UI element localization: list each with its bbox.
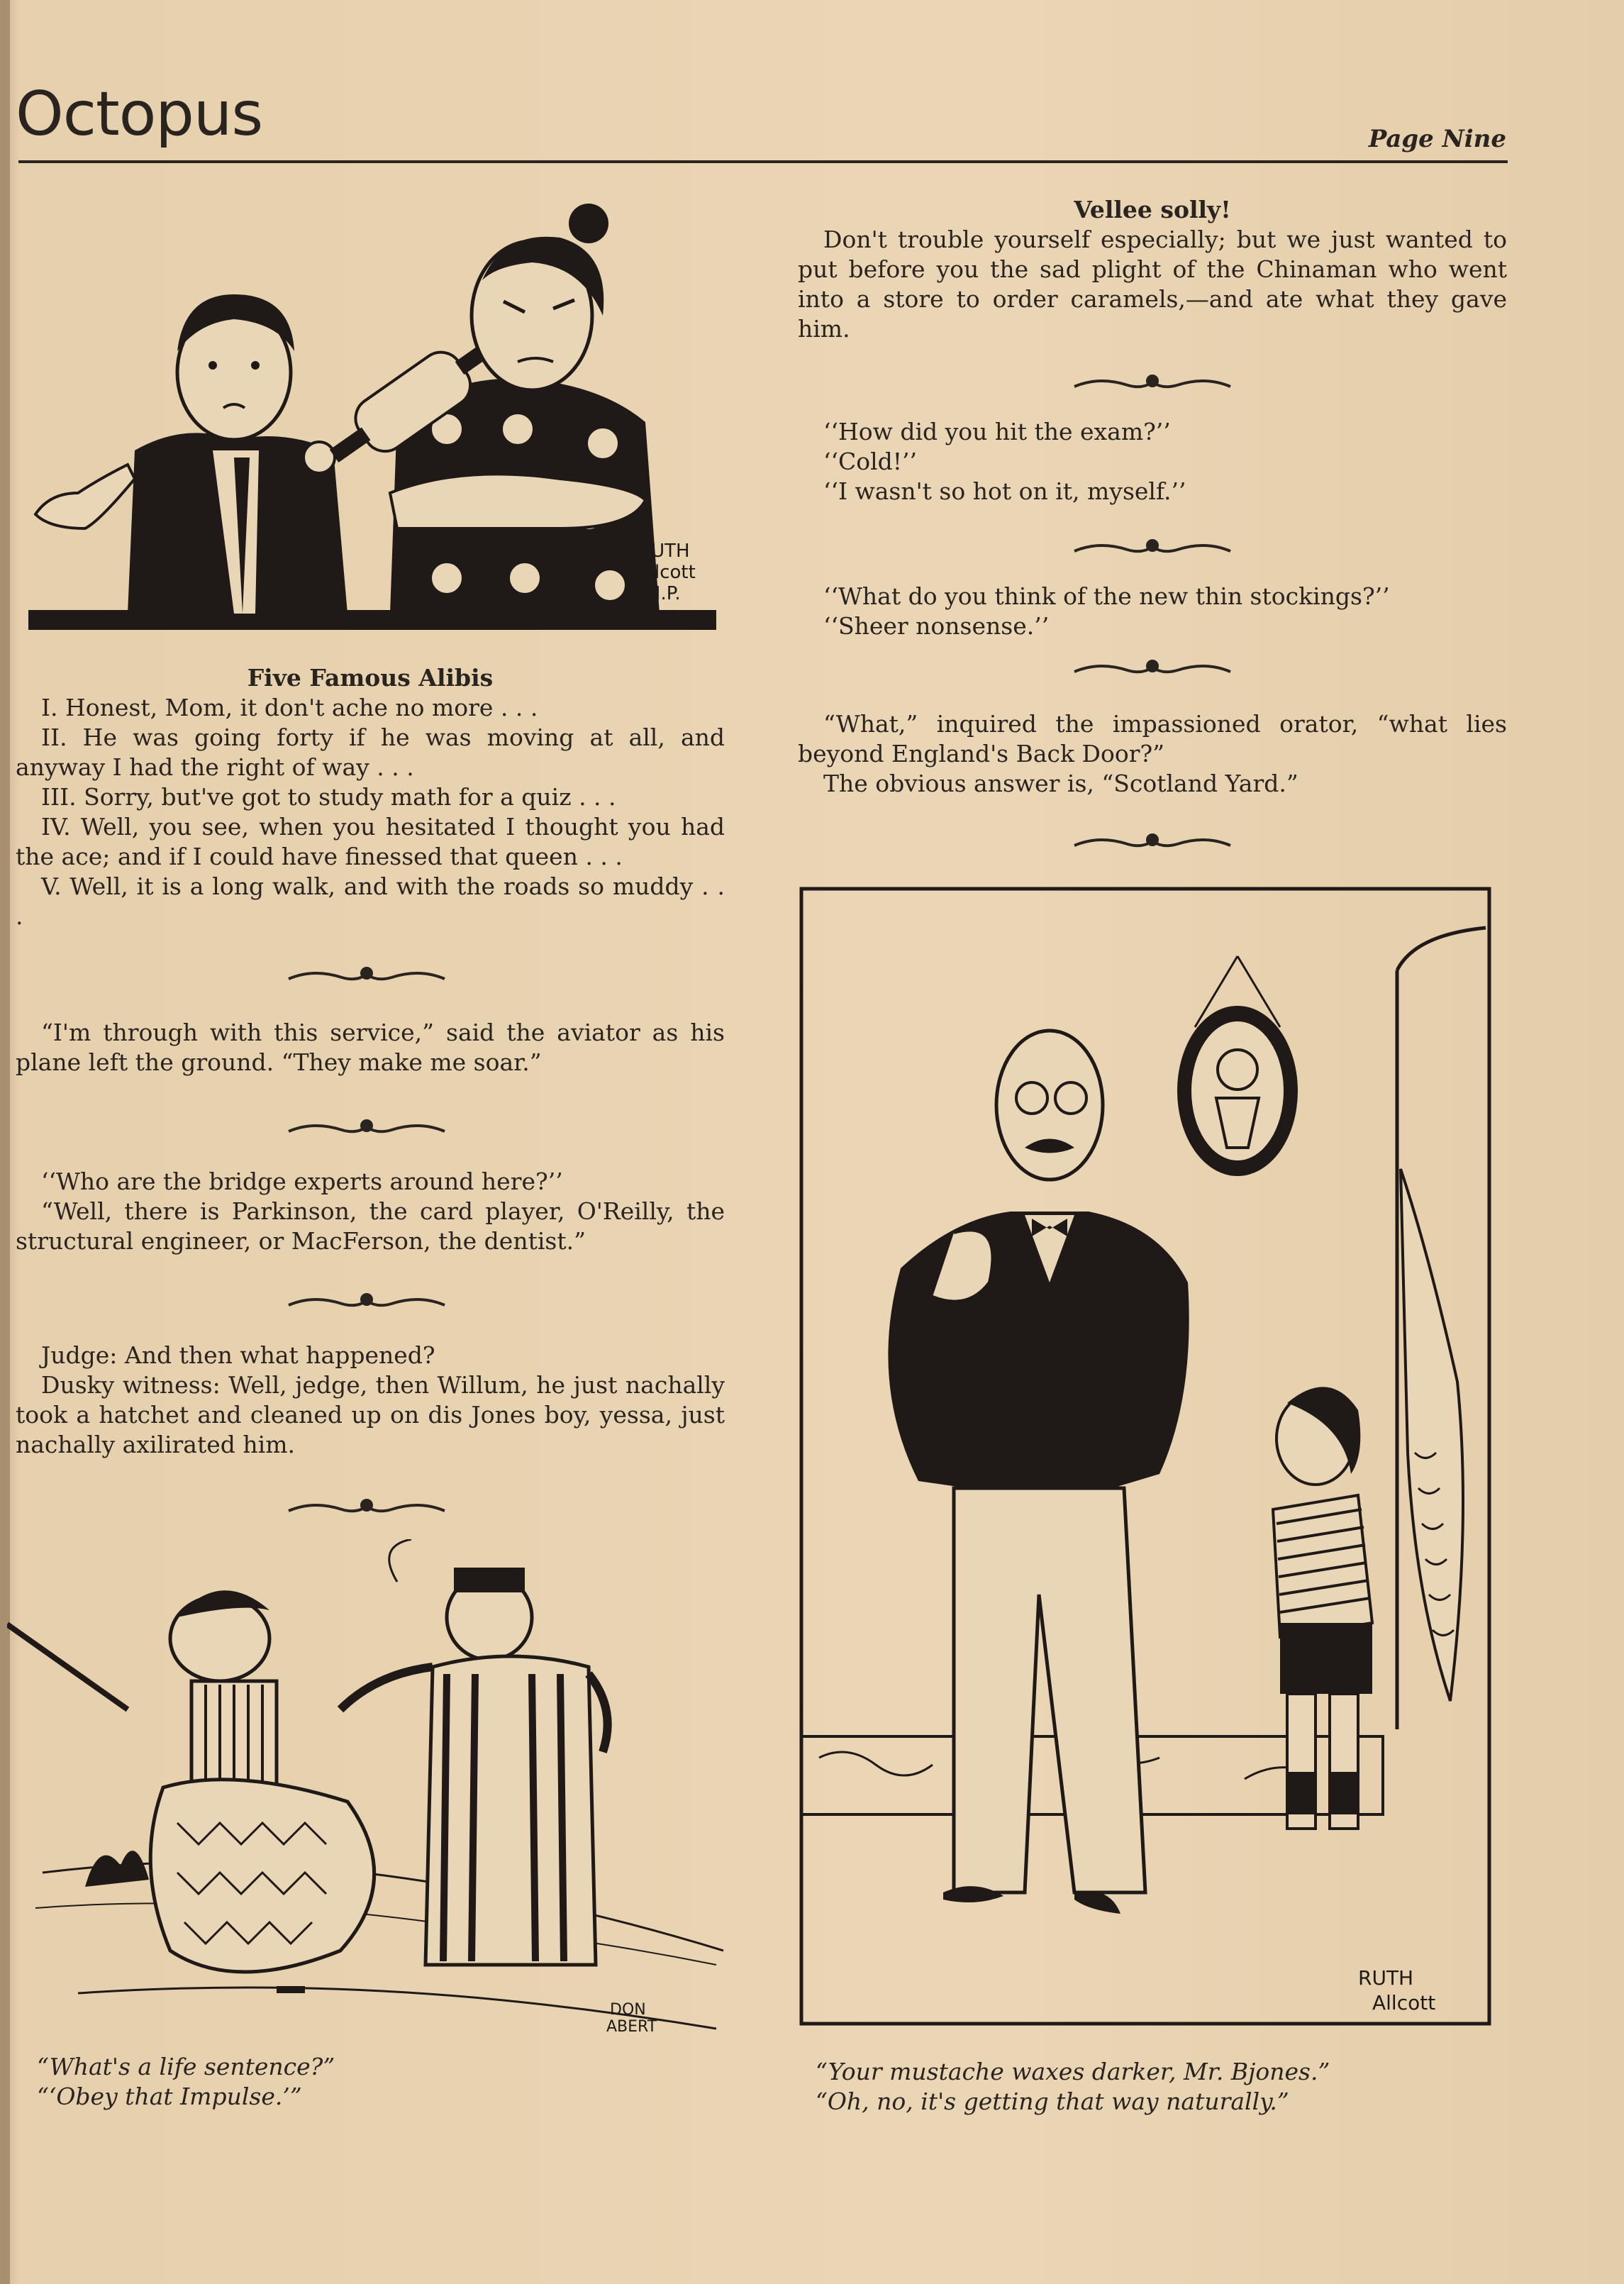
cartoon2-signature-line1: DON bbox=[610, 2001, 646, 2019]
judge-joke bbox=[16, 1341, 725, 1460]
ornament-divider bbox=[1071, 537, 1234, 561]
exam-line: ‘‘I wasn't so hot on it, myself.’’ bbox=[823, 477, 1186, 505]
alibi-item: III. Sorry, but've got to study math for a quiz . . . bbox=[41, 783, 616, 811]
cartoon1-signature-line1: RUTH bbox=[638, 540, 690, 562]
ornament-divider bbox=[285, 1291, 448, 1315]
witness-line: Dusky witness: Well, jedge, then Willum, he just nachally took a hatchet and cleaned up on dis Jones boy, yessa, just nachally axilirated him. bbox=[16, 1371, 725, 1458]
cartoon-mother-rolling-pin bbox=[21, 195, 723, 642]
ornament-divider bbox=[1071, 372, 1234, 397]
aviator-joke bbox=[16, 1018, 725, 1077]
alibi-item: V. Well, it is a long walk, and with the roads so muddy . . . bbox=[16, 872, 725, 930]
cartoon2-signature-line2: ABERT bbox=[606, 2018, 657, 2036]
exam-joke bbox=[798, 417, 1507, 506]
vellee-solly-section bbox=[798, 195, 1507, 344]
cartoon1-signature-line3: +J.P. bbox=[640, 583, 681, 604]
cartoon1-signature-line2: Allcott bbox=[637, 562, 696, 583]
page-number: Page Nine bbox=[1368, 125, 1506, 153]
mustache-caption bbox=[816, 2057, 1496, 2117]
left-column-alibis bbox=[16, 663, 725, 931]
bridge-answer: “Well, there is Parkinson, the card player, O'Reilly, the structural engineer, or MacFerson, the dentist.” bbox=[16, 1197, 725, 1255]
bridge-joke bbox=[16, 1167, 725, 1256]
stockings-line: ‘‘What do you think of the new thin stockings?’’ bbox=[823, 582, 1390, 610]
stockings-joke bbox=[798, 582, 1507, 641]
alibis-title: Five Famous Alibis bbox=[247, 664, 494, 692]
exam-line: ‘‘How did you hit the exam?’’ bbox=[823, 418, 1171, 445]
stockings-line: ‘‘Sheer nonsense.’’ bbox=[823, 612, 1050, 640]
exam-line: ‘‘Cold!’’ bbox=[823, 448, 918, 475]
ornament-divider bbox=[285, 1497, 448, 1521]
cartoon-golfers bbox=[7, 1539, 730, 2043]
header-rule bbox=[18, 160, 1508, 163]
orator-text: “What,” inquired the impassioned orator, “what lies beyond England's Back Door?” bbox=[798, 710, 1507, 767]
cartoon3-signature-line1: RUTH bbox=[1358, 1966, 1414, 1990]
alibi-item: IV. Well, you see, when you hesitated I thought you had the ace; and if I could have finessed that queen . . . bbox=[16, 813, 725, 870]
golfers-caption-line: “‘Obey that Impulse.’” bbox=[37, 2083, 302, 2110]
vellee-text: Don't trouble yourself especially; but we just wanted to put before you the sad plight of the Chinaman who went into a store to order caramels,—and ate what they gave him. bbox=[798, 226, 1507, 343]
ornament-divider bbox=[285, 965, 448, 989]
masthead: Octopus bbox=[16, 79, 263, 150]
bridge-question: ‘‘Who are the bridge experts around here?’’ bbox=[41, 1168, 563, 1195]
aviator-text: “I'm through with this service,” said the aviator as his plane left the ground. “They make me soar.” bbox=[16, 1019, 725, 1076]
orator-answer: The obvious answer is, “Scotland Yard.” bbox=[823, 770, 1298, 797]
ornament-divider bbox=[1071, 831, 1234, 855]
judge-line: Judge: And then what happened? bbox=[41, 1341, 435, 1369]
cartoon-mustache bbox=[791, 885, 1500, 2034]
ornament-divider bbox=[1071, 658, 1234, 682]
golfers-caption-line: “What's a life sentence?” bbox=[37, 2053, 335, 2080]
ornament-divider bbox=[285, 1117, 448, 1141]
mustache-caption-line: “Your mustache waxes darker, Mr. Bjones.” bbox=[816, 2058, 1330, 2085]
cartoon3-signature-line2: Allcott bbox=[1372, 1991, 1436, 2014]
vellee-title: Vellee solly! bbox=[1074, 196, 1231, 223]
orator-joke bbox=[798, 709, 1507, 799]
mustache-caption-line: “Oh, no, it's getting that way naturally.” bbox=[816, 2088, 1289, 2115]
golfers-caption bbox=[37, 2052, 718, 2112]
alibi-item: II. He was going forty if he was moving at all, and anyway I had the right of way . . . bbox=[16, 724, 725, 781]
alibi-item: I. Honest, Mom, it don't ache no more . . . bbox=[41, 694, 538, 721]
